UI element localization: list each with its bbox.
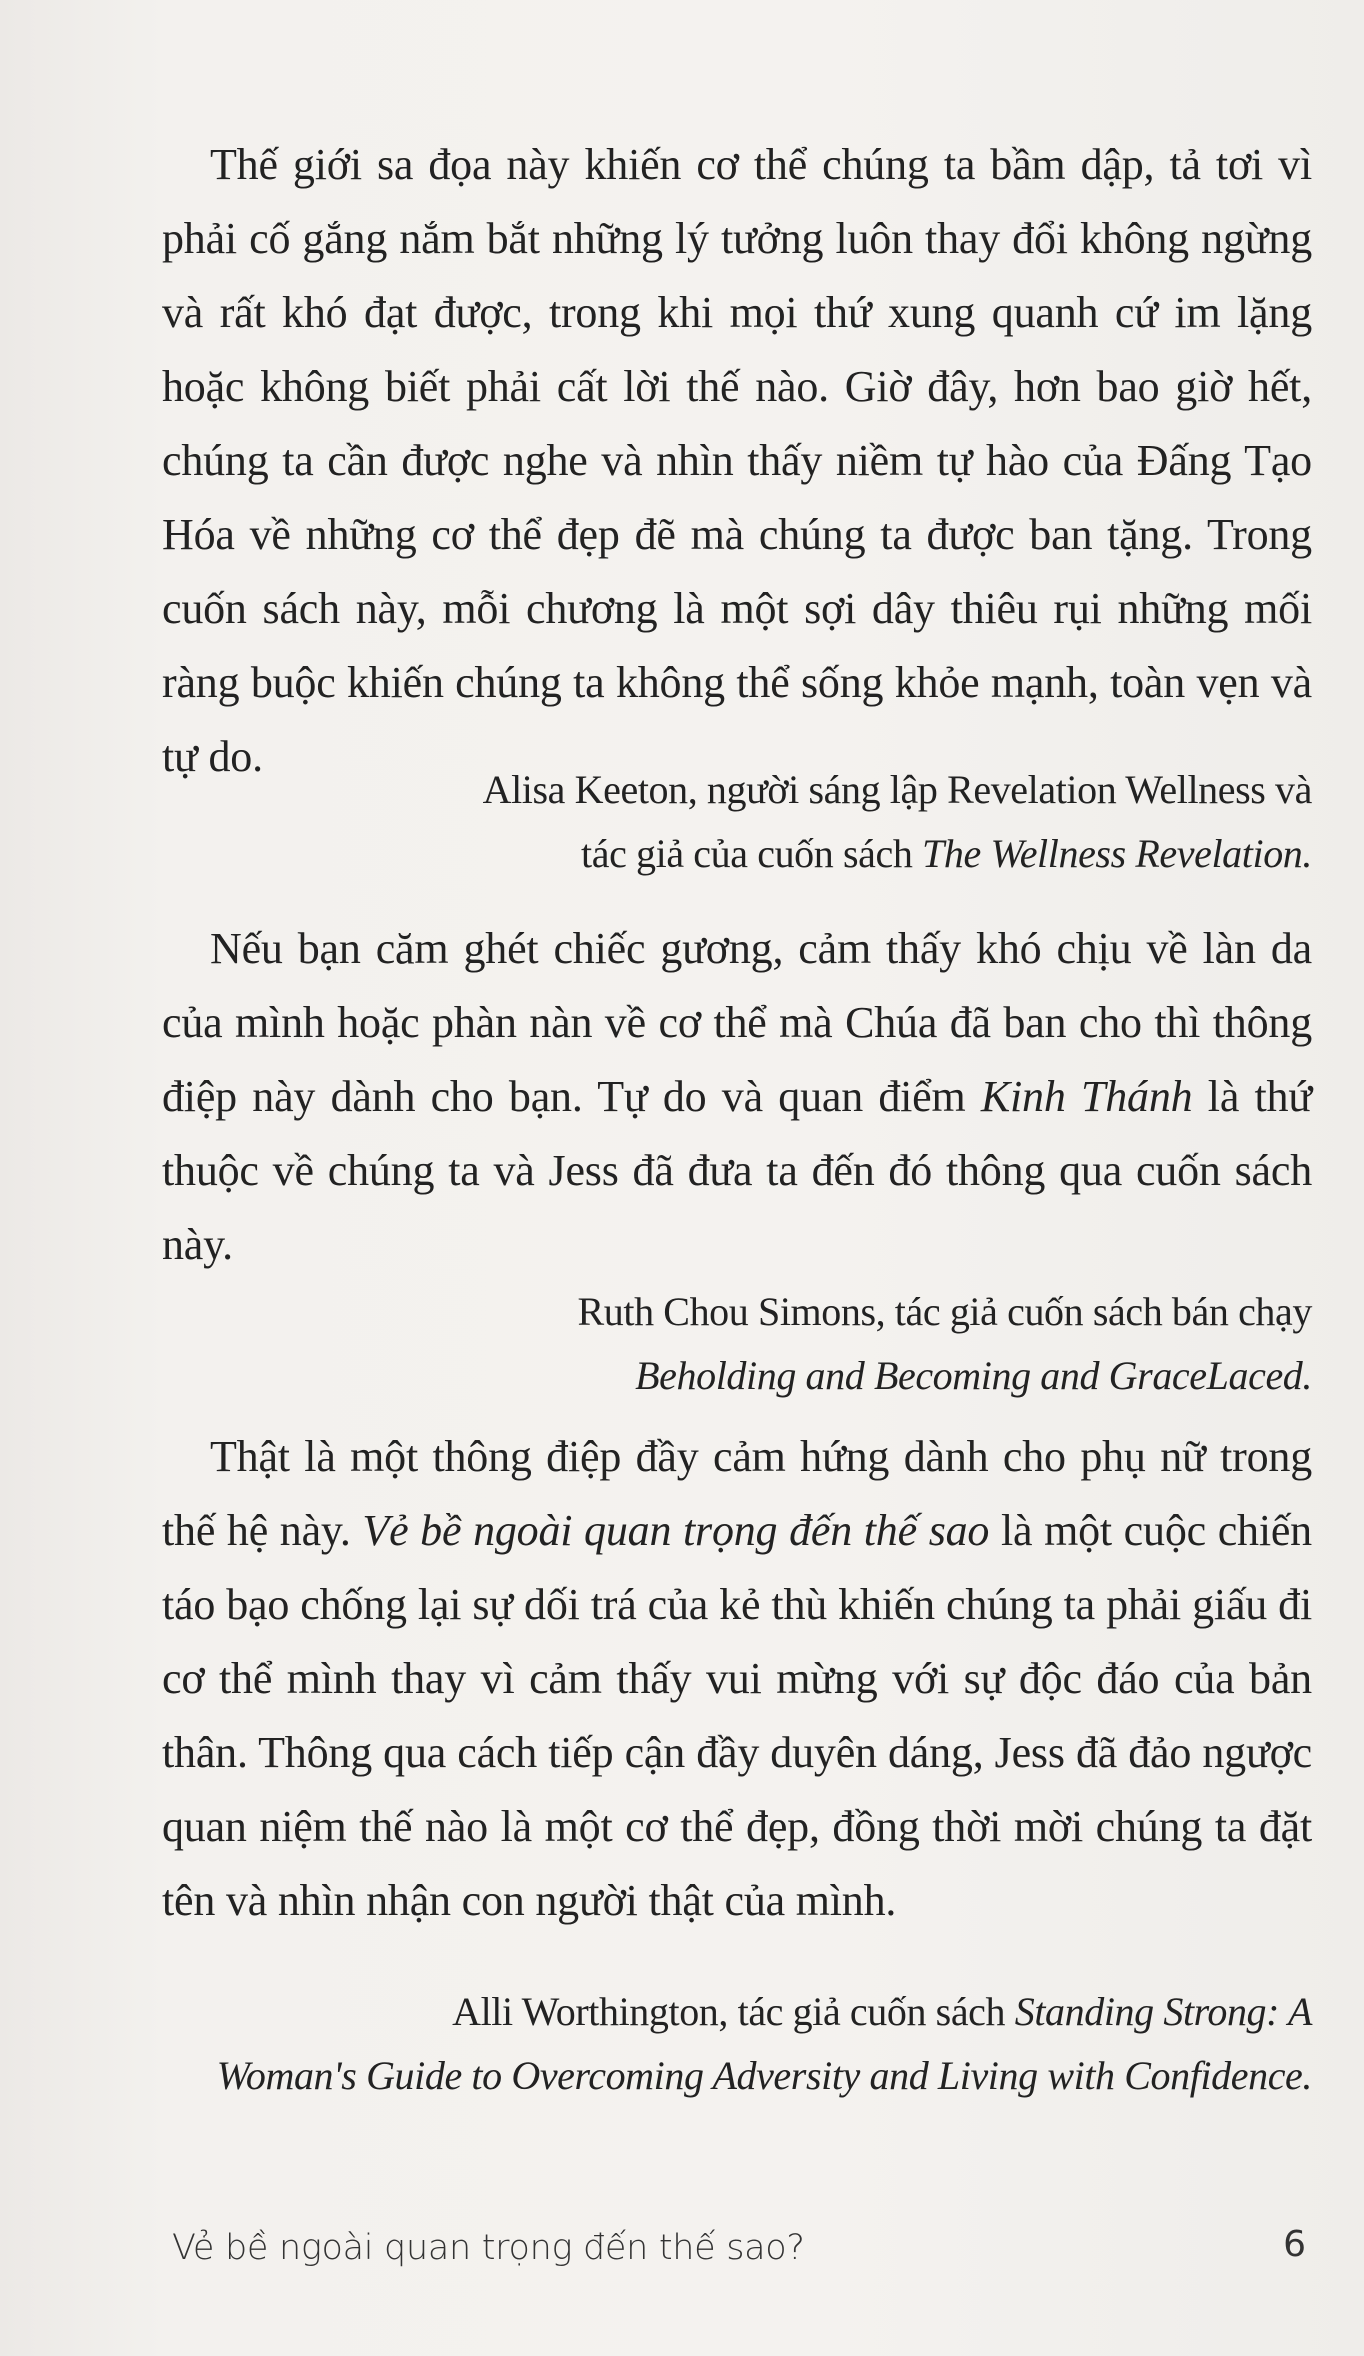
attribution-1: [112, 758, 1312, 886]
paragraph-text: là một cuộc chiến táo bạo chống lại sự dối trá của kẻ thù khiến chúng ta phải giấu đi cơ thể mình thay vì cảm thấy vui mừng với sự độc đáo của bản thân. Thông qua cách tiếp cận đầy duyên dáng, Jess đã đảo ngược quan niệm thế nào là một cơ thể đẹp, đồng thời mời chúng ta đặt tên và nhìn nhận con người thật của mình.: [162, 1506, 1312, 1925]
attribution-line: Ruth Chou Simons, tác giả cuốn sách bán chạy: [577, 1289, 1312, 1334]
book-title-italic: The Wellness Revelation.: [922, 831, 1312, 876]
attribution-line: [112, 1980, 1312, 2044]
book-title-italic: Woman's Guide to Overcoming Adversity and Living with Confidence.: [216, 2053, 1312, 2098]
attribution-text: Alli Worthington, tác giả cuốn sách: [452, 1989, 1015, 2034]
page-number: 6: [1283, 2224, 1306, 2265]
book-title-italic: Standing Strong: A: [1014, 1989, 1312, 2034]
endorsement-paragraph-1: [162, 128, 1312, 794]
italic-phrase: Kinh Thánh: [980, 1072, 1193, 1121]
italic-phrase: Vẻ bề ngoài quan trọng đến thế sao: [362, 1506, 990, 1555]
attribution-3: [112, 1980, 1312, 2108]
endorsement-paragraph-2: [162, 912, 1312, 1282]
paragraph-text: Thật là một thông điệp đầy cảm hứng dành cho phụ nữ trong thế hệ này.: [162, 1432, 1312, 1555]
paragraph-text: Nếu bạn căm ghét chiếc gương, cảm thấy khó chịu về làn da của mình hoặc phàn nàn về cơ thể mà Chúa đã ban cho thì thông điệp này dành cho bạn. Tự do và quan điểm: [162, 924, 1312, 1121]
attribution-line: Alisa Keeton, người sáng lập Revelation Wellness và: [482, 767, 1312, 812]
paragraph-text: là thứ thuộc về chúng ta và Jess đã đưa ta đến đó thông qua cuốn sách này.: [162, 1072, 1312, 1269]
book-title-italic: Beholding and Becoming and GraceLaced.: [635, 1353, 1312, 1398]
paragraph-text: Thế giới sa đọa này khiến cơ thể chúng ta bầm dập, tả tơi vì phải cố gắng nắm bắt những lý tưởng luôn thay đổi không ngừng và rất khó đạt được, trong khi mọi thứ xung quanh cứ im lặng hoặc không biết phải cất lời thế nào. Giờ đây, hơn bao giờ hết, chúng ta cần được nghe và nhìn thấy niềm tự hào của Đấng Tạo Hóa về những cơ thể đẹp đẽ mà chúng ta được ban tặng. Trong cuốn sách này, mỗi chương là một sợi dây thiêu rụi những mối ràng buộc khiến chúng ta không thể sống khỏe mạnh, toàn vẹn và tự do.: [162, 140, 1312, 781]
endorsement-paragraph-3: [162, 1420, 1312, 1938]
running-footer-title: Vẻ bề ngoài quan trọng đến thế sao?: [172, 2228, 805, 2268]
attribution-2: [112, 1280, 1312, 1408]
attribution-line: [112, 822, 1312, 886]
attribution-text: tác giả của cuốn sách: [581, 831, 923, 876]
